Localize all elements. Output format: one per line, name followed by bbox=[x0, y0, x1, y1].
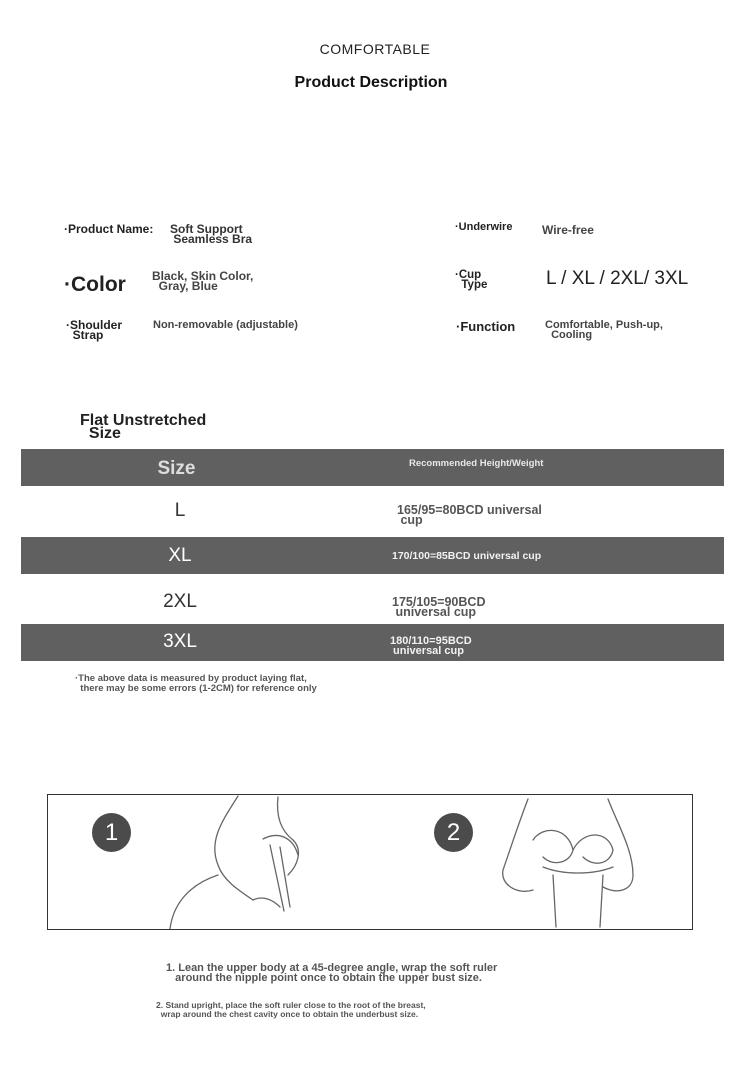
figure-two-breast-right bbox=[573, 835, 613, 863]
step-one-badge: 1 bbox=[92, 813, 131, 852]
figure-two-underbust-tape bbox=[543, 867, 613, 873]
size-table-title: Flat Unstretched Size bbox=[80, 412, 207, 442]
figure-one-back bbox=[215, 796, 253, 900]
page-title: Product Description bbox=[294, 74, 448, 91]
shoulder-strap-label: ·Shoulder Strap bbox=[66, 318, 122, 342]
recommended-cell-l: 165/95=80BCD universal cup bbox=[397, 503, 542, 527]
recommended-cell-xl: 170/100=85BCD universal cup bbox=[392, 550, 542, 562]
measurement-illustration bbox=[48, 795, 692, 929]
shoulder-strap-value: Non-removable (adjustable) bbox=[153, 319, 298, 331]
recommended-cell-3xl: 180/110=95BCD universal cup bbox=[390, 635, 472, 657]
figure-two-breast-left bbox=[533, 830, 573, 862]
header-size: Size bbox=[157, 458, 196, 479]
eyebrow-text: COMFORTABLE bbox=[319, 41, 431, 57]
size-cell-xl: XL bbox=[168, 545, 192, 566]
figure-one-hand bbox=[253, 898, 280, 907]
size-cell-2xl: 2XL bbox=[163, 591, 197, 612]
figure-two-waist-left bbox=[553, 875, 556, 927]
function-label: ·Function bbox=[456, 319, 516, 334]
header-recommended: Recommended Height/Weight bbox=[409, 458, 544, 469]
color-label: ·Color bbox=[64, 273, 126, 296]
figure-one-hip bbox=[170, 875, 218, 929]
size-cell-3xl: 3XL bbox=[163, 631, 197, 652]
measurement-figure bbox=[47, 794, 693, 930]
product-name-label: ·Product Name: bbox=[64, 222, 154, 236]
figure-two-waist-right bbox=[600, 875, 603, 927]
figure-two-left-arm bbox=[503, 799, 533, 891]
underwire-label: ·Underwire bbox=[455, 221, 513, 233]
color-value: Black, Skin Color, Gray, Blue bbox=[152, 269, 254, 293]
cup-type-label: ·Cup Type bbox=[455, 269, 488, 291]
figure-two-right-arm bbox=[603, 799, 633, 891]
cup-type-value: L / XL / 2XL/ 3XL bbox=[546, 268, 689, 289]
function-value: Comfortable, Push-up, Cooling bbox=[545, 319, 663, 341]
table-note: ·The above data is measured by product laying flat, there may be some errors (1-2CM) for reference only bbox=[75, 673, 317, 694]
product-name-value: Soft Support Seamless Bra bbox=[170, 222, 253, 246]
step-two-badge: 2 bbox=[434, 813, 473, 852]
underwire-value: Wire-free bbox=[542, 223, 594, 237]
recommended-cell-2xl: 175/105=90BCD universal cup bbox=[392, 595, 486, 619]
step-two-instruction: 2. Stand upright, place the soft ruler close to the root of the breast, wrap around the chest cavity once to obtain the underbust size. bbox=[156, 1000, 426, 1019]
step-one-instruction: 1. Lean the upper body at a 45-degree angle, wrap the soft ruler around the nipple point once to obtain the upper bust size. bbox=[166, 962, 498, 984]
size-cell-l: L bbox=[174, 500, 186, 521]
